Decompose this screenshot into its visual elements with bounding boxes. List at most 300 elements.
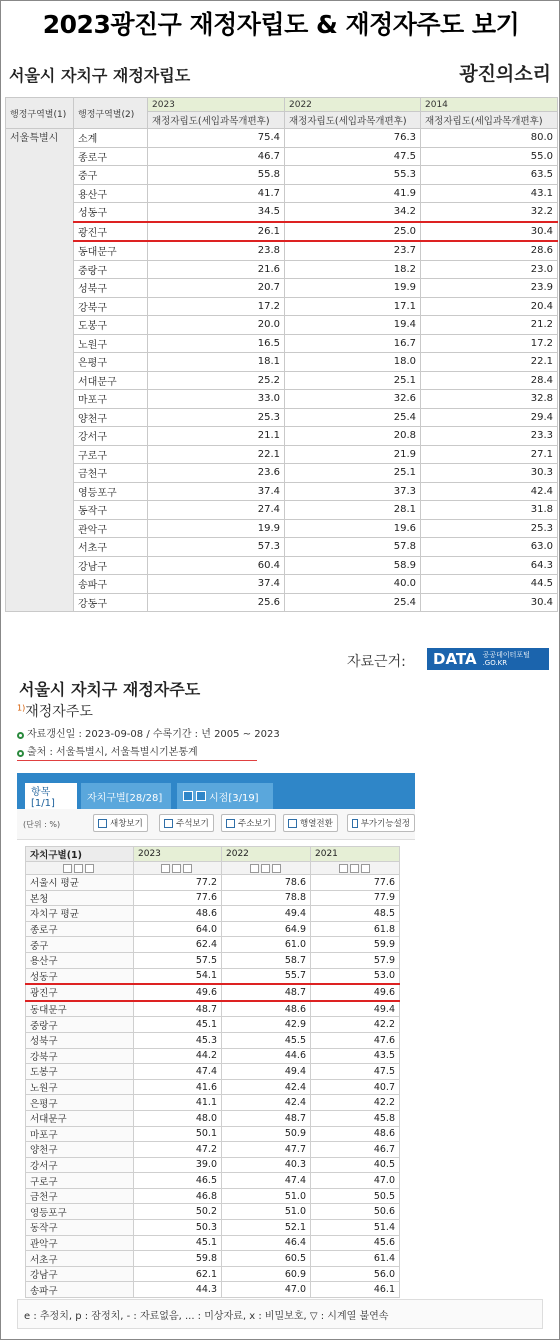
table-row [26,1204,400,1220]
update-info-text: 자료갱신일 : 2023-09-08 / 수록기간 : 년 2005 ~ 2023 [27,729,280,740]
value-cell: 23.6 [148,464,285,483]
district-name: 서초구 [26,1251,134,1267]
value-cell: 23.7 [285,241,421,260]
value-cell: 45.1 [134,1235,222,1251]
value-cell: 45.1 [134,1017,222,1033]
value-cell: 25.0 [285,222,421,242]
table-row [26,1126,400,1142]
sort-controls[interactable] [134,862,222,875]
table-row [26,921,400,937]
value-cell: 47.2 [134,1142,222,1158]
unit-label: (단위 : %) [23,820,61,829]
table-row [6,129,558,148]
table-row [6,334,558,353]
value-cell: 42.9 [222,1017,311,1033]
value-cell: 55.7 [222,968,311,984]
fiscal-autonomy-subtitle [17,701,93,721]
table-row [26,1157,400,1173]
value-cell: 77.9 [311,890,400,906]
value-cell: 63.0 [421,538,558,557]
table-row [26,1032,400,1048]
value-cell: 37.4 [148,575,285,594]
value-cell: 47.5 [285,147,421,166]
district-name: 소계 [74,129,148,148]
table-row [6,260,558,279]
district-name: 종로구 [74,147,148,166]
table-row [6,316,558,335]
value-cell: 17.2 [148,297,285,316]
underline-divider [17,760,257,761]
value-cell: 77.6 [134,890,222,906]
table-row [6,279,558,298]
table-row [26,952,400,968]
value-cell: 60.9 [222,1266,311,1282]
sort-controls[interactable] [311,862,400,875]
district-name: 노원구 [74,334,148,353]
table-row [6,222,558,242]
value-cell: 28.4 [421,371,558,390]
gear-icon [352,819,358,828]
value-cell: 46.5 [134,1173,222,1189]
value-cell: 29.4 [421,408,558,427]
main-title: 2023광진구 재정자립도 & 재정자주도 보기 [42,10,520,39]
value-cell: 50.5 [311,1188,400,1204]
value-cell: 50.1 [134,1126,222,1142]
value-cell: 61.4 [311,1251,400,1267]
district-name: 구로구 [74,445,148,464]
table-row [26,1235,400,1251]
value-cell: 28.6 [421,241,558,260]
table-row [26,1110,400,1126]
district-name: 강남구 [74,556,148,575]
value-cell: 48.7 [222,984,311,1001]
value-cell: 49.6 [311,984,400,1001]
table-row [26,906,400,922]
value-cell: 53.0 [311,968,400,984]
data-go-kr-logo[interactable] [427,648,549,670]
value-cell: 21.2 [421,316,558,335]
table-row [6,482,558,501]
table-row [6,147,558,166]
table-row [26,1017,400,1033]
value-cell: 42.2 [311,1017,400,1033]
district-name: 양천구 [26,1142,134,1158]
value-cell: 46.1 [311,1282,400,1298]
district-name: 동대문구 [26,1001,134,1017]
value-cell: 41.6 [134,1079,222,1095]
bullet-icon [17,732,24,739]
value-cell: 55.8 [148,166,285,185]
value-cell: 47.7 [222,1142,311,1158]
table-row [26,1095,400,1111]
value-cell: 58.9 [285,556,421,575]
value-cell: 80.0 [421,129,558,148]
district-name: 자치구 평균 [26,906,134,922]
source-label: 자료근거: [347,654,406,670]
table-row [6,464,558,483]
note-icon [164,819,173,828]
value-cell: 23.3 [421,427,558,446]
value-cell: 64.0 [134,921,222,937]
value-cell: 32.6 [285,390,421,409]
year-header: 2022 [285,98,421,112]
district-name: 본청 [26,890,134,906]
table-row [26,890,400,906]
value-cell: 42.4 [222,1079,311,1095]
value-cell: 48.6 [134,906,222,922]
table-row [6,390,558,409]
value-cell: 20.0 [148,316,285,335]
table-row [26,1173,400,1189]
table-row [26,1048,400,1064]
value-cell: 23.9 [421,279,558,298]
value-cell: 20.4 [421,297,558,316]
value-cell: 40.3 [222,1157,311,1173]
table-row [26,1079,400,1095]
value-cell: 16.7 [285,334,421,353]
region-cell: 서울특별시 [6,129,74,612]
pivot-button[interactable]: 행열전환 [283,814,338,832]
district-name: 서울시 평균 [26,875,134,891]
value-cell: 60.5 [222,1251,311,1267]
value-cell: 44.6 [222,1048,311,1064]
value-cell: 45.8 [311,1110,400,1126]
district-name: 용산구 [26,952,134,968]
data-logo-sub2: .GO.KR [482,659,508,667]
value-cell: 31.8 [421,501,558,520]
value-cell: 52.1 [222,1220,311,1236]
value-cell: 25.3 [421,519,558,538]
district-name: 양천구 [74,408,148,427]
value-cell: 49.4 [222,906,311,922]
value-cell: 45.6 [311,1235,400,1251]
value-cell: 17.1 [285,297,421,316]
financial-independence-title: 서울시 자치구 재정자립도 [9,66,191,85]
value-cell: 42.4 [222,1095,311,1111]
district-name: 강북구 [26,1048,134,1064]
district-name: 동작구 [74,501,148,520]
value-cell: 32.8 [421,390,558,409]
value-cell: 43.1 [421,184,558,203]
subtitle-text: 재정자주도 [25,704,93,720]
district-name: 강북구 [74,297,148,316]
value-cell: 57.9 [311,952,400,968]
table-row [6,184,558,203]
table-row [26,937,400,953]
metric-header: 재정자립도(세입과목개편후) [148,112,285,129]
table-row [6,519,558,538]
value-cell: 32.2 [421,203,558,222]
value-cell: 50.2 [134,1204,222,1220]
value-cell: 20.7 [148,279,285,298]
district-name: 동대문구 [74,241,148,260]
value-cell: 56.0 [311,1266,400,1282]
table-row [6,538,558,557]
district-name: 성북구 [26,1032,134,1048]
value-cell: 57.8 [285,538,421,557]
value-cell: 27.1 [421,445,558,464]
value-cell: 64.3 [421,556,558,575]
table-row [6,427,558,446]
table-row [26,984,400,1001]
district-name: 중랑구 [74,260,148,279]
legend-box: e : 추정치, p : 잠정치, - : 자료없음, ... : 미상자료, x : 비밀보호, ▽ : 시계열 불연속 [17,1299,543,1329]
value-cell: 23.8 [148,241,285,260]
district-name: 종로구 [26,921,134,937]
table-row [26,1282,400,1298]
value-cell: 48.5 [311,906,400,922]
value-cell: 37.4 [148,482,285,501]
value-cell: 64.9 [222,921,311,937]
value-cell: 63.5 [421,166,558,185]
year-header: 2023 [148,98,285,112]
value-cell: 48.6 [222,1001,311,1017]
toolbar [17,809,415,840]
district-name: 서대문구 [26,1110,134,1126]
value-cell: 45.3 [134,1032,222,1048]
value-cell: 50.3 [134,1220,222,1236]
value-cell: 51.4 [311,1220,400,1236]
value-cell: 58.7 [222,952,311,968]
value-cell: 34.2 [285,203,421,222]
value-cell: 25.4 [285,408,421,427]
value-cell: 57.3 [148,538,285,557]
axis1-header: 행정구역별(1) [6,98,74,129]
district-name: 도봉구 [74,316,148,335]
window-icon [98,819,107,828]
source-info [17,743,198,758]
value-cell: 44.3 [134,1282,222,1298]
table-row [26,1251,400,1267]
district-name: 송파구 [74,575,148,594]
table-row [6,575,558,594]
value-cell: 40.0 [285,575,421,594]
value-cell: 48.6 [311,1126,400,1142]
value-cell: 48.0 [134,1110,222,1126]
value-cell: 43.5 [311,1048,400,1064]
district-name: 중구 [74,166,148,185]
data-logo-sub1: 공공데이터포털 [482,651,530,659]
table-row [26,1188,400,1204]
value-cell: 18.0 [285,353,421,372]
district-name: 금천구 [74,464,148,483]
tab-time-points[interactable]: 시점[3/19] [177,783,273,809]
district-name: 중랑구 [26,1017,134,1033]
value-cell: 46.7 [148,147,285,166]
value-cell: 78.8 [222,890,311,906]
value-cell: 77.2 [134,875,222,891]
update-info [17,725,280,740]
metric-header: 재정자립도(세입과목개편후) [285,112,421,129]
value-cell: 25.2 [148,371,285,390]
district-name: 용산구 [74,184,148,203]
value-cell: 42.2 [311,1095,400,1111]
district-name: 성동구 [74,203,148,222]
value-cell: 40.7 [311,1079,400,1095]
district-name: 은평구 [74,353,148,372]
value-cell: 27.4 [148,501,285,520]
value-cell: 49.4 [311,1001,400,1017]
fiscal-autonomy-title: 서울시 자치구 재정자주도 [19,680,201,699]
value-cell: 42.4 [421,482,558,501]
value-cell: 21.1 [148,427,285,446]
sort-controls[interactable] [222,862,311,875]
district-name: 서대문구 [74,371,148,390]
value-cell: 25.1 [285,464,421,483]
value-cell: 46.7 [311,1142,400,1158]
new-window-button[interactable]: 새창보기 [93,814,148,832]
district-name: 중구 [26,937,134,953]
value-cell: 54.1 [134,968,222,984]
value-cell: 49.6 [134,984,222,1001]
value-cell: 17.2 [421,334,558,353]
value-cell: 34.5 [148,203,285,222]
table-row [26,1064,400,1080]
annotation-button[interactable]: 주석보기 [159,814,214,832]
value-cell: 47.4 [134,1064,222,1080]
value-cell: 62.4 [134,937,222,953]
table-row [6,371,558,390]
link-icon [226,819,235,828]
value-cell: 44.2 [134,1048,222,1064]
year-header: 2021 [311,847,400,862]
table-row [6,203,558,222]
tab-items[interactable]: 항목[1/1] [25,783,77,809]
source-info-text: 출처 : 서울특별시, 서울특별시기본통계 [27,747,198,758]
district-name: 성동구 [26,968,134,984]
value-cell: 47.0 [222,1282,311,1298]
footnote-marker: 1) [17,703,26,713]
district-name: 강동구 [74,593,148,612]
value-cell: 77.6 [311,875,400,891]
bullet-icon [17,750,24,757]
value-cell: 25.4 [285,593,421,612]
value-cell: 51.0 [222,1188,311,1204]
value-cell: 61.8 [311,921,400,937]
value-cell: 49.4 [222,1064,311,1080]
year-header: 2014 [421,98,558,112]
value-cell: 75.4 [148,129,285,148]
district-name: 강서구 [74,427,148,446]
value-cell: 25.1 [285,371,421,390]
value-cell: 78.6 [222,875,311,891]
value-cell: 39.0 [134,1157,222,1173]
district-name: 금천구 [26,1188,134,1204]
checkbox-icon [183,791,193,801]
value-cell: 45.5 [222,1032,311,1048]
district-name: 영등포구 [26,1204,134,1220]
value-cell: 30.4 [421,222,558,242]
value-cell: 22.1 [148,445,285,464]
value-cell: 21.9 [285,445,421,464]
value-cell: 51.0 [222,1204,311,1220]
value-cell: 46.8 [134,1188,222,1204]
value-cell: 61.0 [222,937,311,953]
value-cell: 50.9 [222,1126,311,1142]
value-cell: 46.4 [222,1235,311,1251]
value-cell: 33.0 [148,390,285,409]
district-name: 도봉구 [26,1064,134,1080]
value-cell: 47.4 [222,1173,311,1189]
table-row [26,1220,400,1236]
value-cell: 50.6 [311,1204,400,1220]
district-name: 광진구 [26,984,134,1001]
table-row [6,501,558,520]
value-cell: 48.7 [134,1001,222,1017]
value-cell: 25.3 [148,408,285,427]
value-cell: 21.6 [148,260,285,279]
value-cell: 19.9 [148,519,285,538]
axis-header: 자치구별(1) [26,847,134,862]
value-cell: 16.5 [148,334,285,353]
district-name: 영등포구 [74,482,148,501]
value-cell: 28.1 [285,501,421,520]
table-row [26,1266,400,1282]
value-cell: 44.5 [421,575,558,594]
value-cell: 18.2 [285,260,421,279]
table-row [26,1142,400,1158]
district-name: 광진구 [74,222,148,242]
value-cell: 55.0 [421,147,558,166]
district-name: 성북구 [74,279,148,298]
value-cell: 41.1 [134,1095,222,1111]
district-name: 송파구 [26,1282,134,1298]
address-button[interactable]: 주소보기 [221,814,276,832]
sort-controls[interactable] [26,862,134,875]
value-cell: 76.3 [285,129,421,148]
value-cell: 37.3 [285,482,421,501]
value-cell: 59.8 [134,1251,222,1267]
district-name: 동작구 [26,1220,134,1236]
value-cell: 30.4 [421,593,558,612]
table-row [6,408,558,427]
value-cell: 47.5 [311,1064,400,1080]
value-cell: 57.5 [134,952,222,968]
metric-header: 재정자립도(세입과목개편후) [421,112,558,129]
value-cell: 47.0 [311,1173,400,1189]
tab-bar [17,773,415,809]
extra-settings-button[interactable]: 부가기능설정 [347,814,415,832]
financial-independence-table [5,97,558,612]
table-row [6,593,558,612]
value-cell: 22.1 [421,353,558,372]
table-row [6,556,558,575]
district-name: 강서구 [26,1157,134,1173]
year-header: 2023 [134,847,222,862]
tab-districts[interactable]: 자치구별[28/28] [81,783,171,809]
data-logo-text: DATA [433,650,477,668]
district-name: 노원구 [26,1079,134,1095]
table-row [6,297,558,316]
district-name: 강남구 [26,1266,134,1282]
pivot-icon [288,819,297,828]
value-cell: 20.8 [285,427,421,446]
table-row [26,875,400,891]
table-row [26,968,400,984]
district-name: 관악구 [74,519,148,538]
value-cell: 19.4 [285,316,421,335]
table-row [6,241,558,260]
table-row [26,1001,400,1017]
value-cell: 48.7 [222,1110,311,1126]
district-name: 마포구 [74,390,148,409]
value-cell: 18.1 [148,353,285,372]
value-cell: 62.1 [134,1266,222,1282]
district-name: 관악구 [26,1235,134,1251]
fiscal-autonomy-table [25,846,400,1298]
value-cell: 55.3 [285,166,421,185]
axis2-header: 행정구역별(2) [74,98,148,129]
